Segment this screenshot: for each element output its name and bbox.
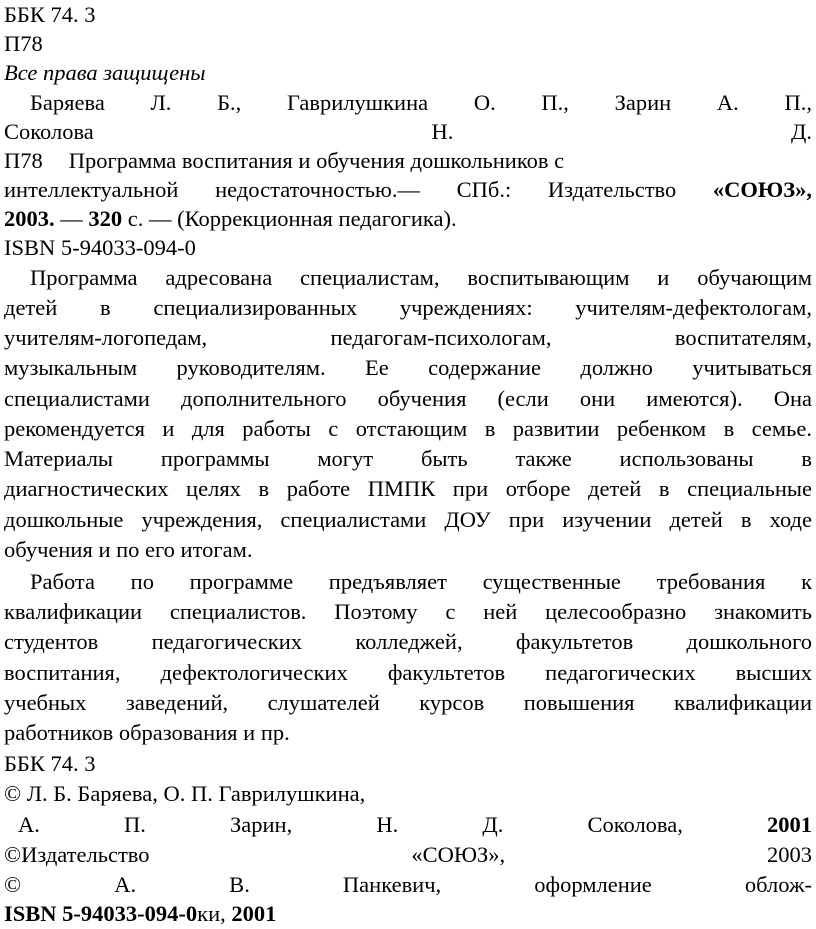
rights-notice: Все права защищены: [4, 60, 206, 85]
bbk-code: ББК 74. 3: [4, 2, 96, 27]
abstract-line: Материалы программы могут быть также использованы в: [4, 446, 812, 471]
abstract-line: Программа адресована специалистам, воспитывающим и обучающим: [30, 265, 812, 290]
copyright-authors-cont: [4, 810, 812, 839]
abstract-line: диагностических целях в работе ПМПК при отборе детей в специальные: [4, 476, 812, 501]
page-count: 320: [88, 206, 123, 231]
title-line-2: [4, 175, 812, 204]
abstract-line: детей в специализированных учреждениях: учителям-дефектологам,: [4, 295, 812, 320]
abstract-line: воспитания, дефектологических факультетов педагогических высших: [4, 660, 812, 685]
bbk-code-bottom: ББК 74. 3: [4, 751, 96, 776]
abstract-line: рекомендуется и для работы с отстающим в развитии ребенком в семье.: [4, 416, 812, 441]
abstract-line: Работа по программе предъявляет существенные требования к: [30, 569, 812, 594]
abstract-line: учебных заведений, слушателей курсов повышения квалификации: [4, 690, 812, 715]
copyright-publisher: ©Издательство «СОЮЗ», 2003: [4, 842, 812, 867]
copyright-cover-cont: ки,: [197, 901, 232, 926]
imprint-line: [4, 204, 812, 233]
abstract-line: обучения и по его итогам.: [4, 537, 253, 562]
abstract-line: студентов педагогических колледжей, факультетов дошкольного: [4, 629, 812, 654]
abstract-line: специалистами дополнительного обучения (если они имеются). Она: [4, 386, 812, 411]
copyright-year-2001: 2001: [767, 812, 813, 837]
isbn-bottom-line: [4, 899, 812, 928]
copyright-cover-year: 2001: [231, 901, 277, 926]
series: с. — (Коррекционная педагогика).: [122, 206, 457, 231]
abstract-line: работников образования и пр.: [4, 720, 290, 745]
title-line-1: [4, 146, 812, 175]
isbn-bottom: ISBN 5-94033-094-0: [4, 901, 198, 926]
author-mark: П78: [4, 31, 43, 56]
abstract-line: учителям-логопедам, педагогам-психологам, воспитателям,: [4, 325, 812, 350]
book-title: Программа воспитания и обучения дошкольников с: [68, 148, 565, 173]
isbn-line: ISBN 5-94033-094-0: [4, 235, 196, 260]
authors-line-2: Соколова Н. Д.: [4, 119, 812, 144]
book-title-cont: интеллектуальной недостаточностью.— СПб.: Издательство: [4, 177, 713, 202]
author-mark-inline: П78: [4, 148, 43, 173]
abstract-line: дошкольные учреждения, специалистами ДОУ при изучении детей в ходе: [4, 507, 812, 532]
copyright-cover: © А. В. Панкевич, оформление облож-: [4, 872, 812, 897]
abstract-line: музыкальным руководителям. Ее содержание должно учитываться: [4, 355, 812, 380]
year: 2003.: [4, 206, 55, 231]
copyright-authors-names: А. П. Зарин, Н. Д. Соколова,: [18, 812, 683, 837]
copyright-authors: © Л. Б. Баряева, О. П. Гаврилушкина,: [4, 781, 366, 806]
abstract-line: квалификации специалистов. Поэтому с ней целесообразно знакомить: [4, 599, 812, 624]
publisher: «СОЮЗ»,: [712, 177, 812, 202]
authors-line-1: Баряева Л. Б., Гаврилушкина О. П., Зарин А. П.,: [30, 90, 812, 115]
dash: —: [54, 206, 89, 231]
